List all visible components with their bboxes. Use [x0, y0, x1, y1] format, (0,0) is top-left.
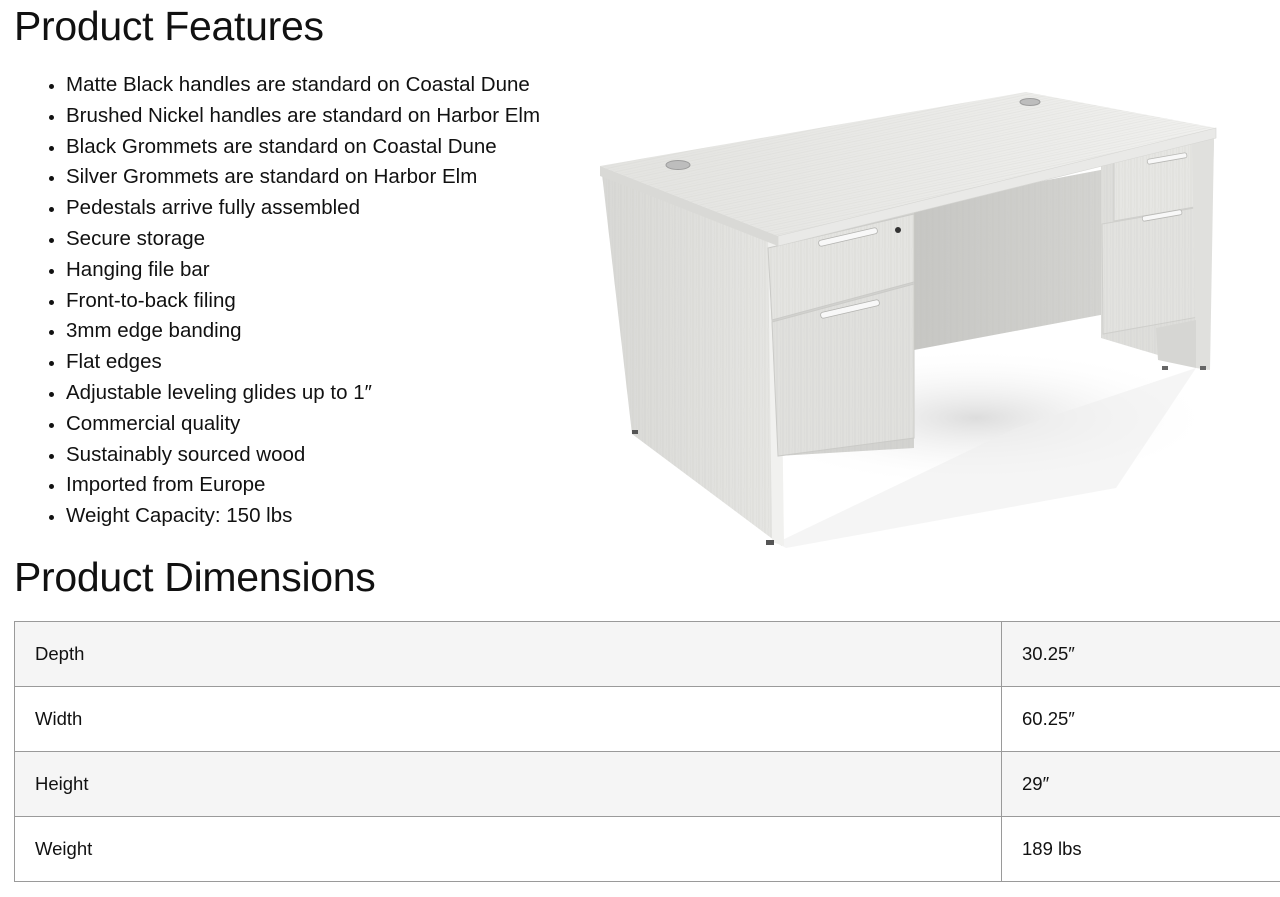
table-row — [15, 687, 1280, 752]
dimension-value: 30.25″ — [1002, 622, 1280, 687]
table-row — [15, 622, 1280, 687]
list-item: • Commercial quality — [66, 409, 540, 440]
list-item: • Pedestals arrive fully assembled — [66, 193, 540, 224]
table-row — [15, 752, 1280, 817]
list-item: • Sustainably sourced wood — [66, 440, 540, 471]
list-item: • 3mm edge banding — [66, 316, 540, 347]
list-item: • Matte Black handles are standard on Coastal Dune — [66, 70, 540, 101]
dimension-label: Height — [15, 752, 1002, 817]
list-item: • Flat edges — [66, 347, 540, 378]
dimensions-table — [14, 621, 1280, 882]
list-item: • Black Grommets are standard on Coastal Dune — [66, 132, 540, 163]
list-item: • Hanging file bar — [66, 255, 540, 286]
table-row — [15, 817, 1280, 882]
features-heading: Product Features — [14, 3, 324, 49]
dimension-label: Width — [15, 687, 1002, 752]
dimension-label: Depth — [15, 622, 1002, 687]
feature-list — [14, 70, 540, 532]
list-item: • Adjustable leveling glides up to 1″ — [66, 378, 540, 409]
list-item: • Silver Grommets are standard on Harbor Elm — [66, 162, 540, 193]
list-item: • Imported from Europe — [66, 470, 540, 501]
dimension-value: 189 lbs — [1002, 817, 1280, 882]
list-item: • Front-to-back filing — [66, 286, 540, 317]
product-image — [596, 88, 1220, 550]
dimension-value: 29″ — [1002, 752, 1280, 817]
list-item: • Secure storage — [66, 224, 540, 255]
desk-illustration — [596, 88, 1220, 550]
dimension-value: 60.25″ — [1002, 687, 1280, 752]
dimension-label: Weight — [15, 817, 1002, 882]
dimensions-heading: Product Dimensions — [14, 554, 376, 600]
list-item: • Brushed Nickel handles are standard on Harbor Elm — [66, 101, 540, 132]
list-item: • Weight Capacity: 150 lbs — [66, 501, 540, 532]
